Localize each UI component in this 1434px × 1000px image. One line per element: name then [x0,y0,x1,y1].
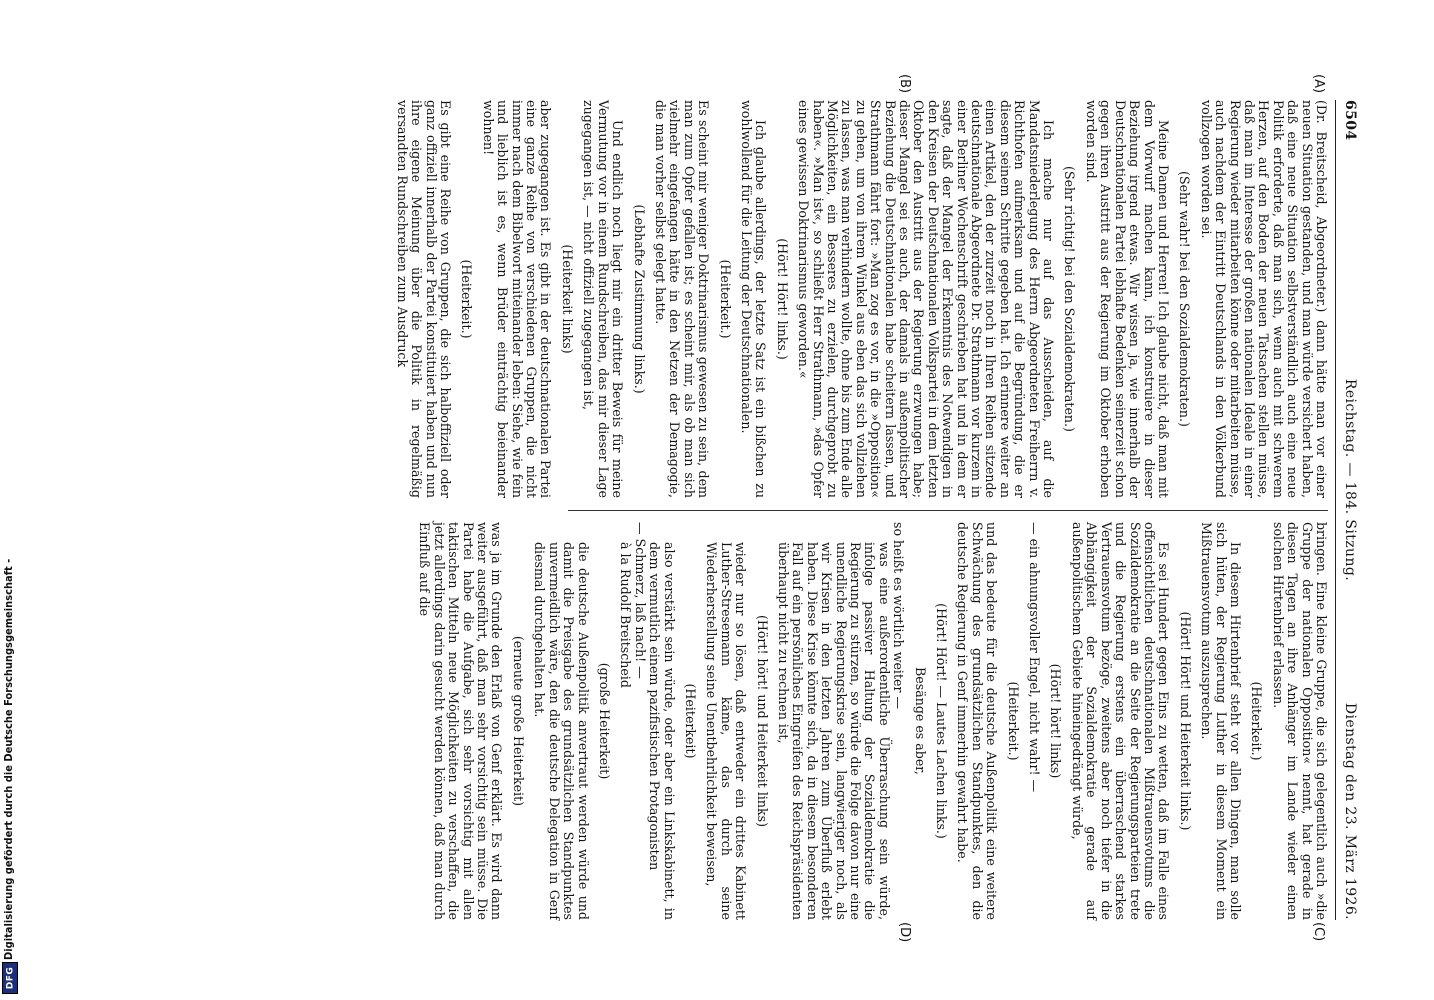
right-interjection-3: (Hört! hört! links) [1048,663,1064,779]
page-header [1336,100,1360,920]
right-interjection-8: (große Heiterkeit) [596,662,612,780]
right-paragraph-2: In diesem Hirtenbrief steht vor allen Dingen, man solle sich hüten, der Regierung Luther in diesem Moment ein Mißtrauensvotum auszusprechen. [1199,522,1243,920]
margin-marker-c: (C) [1311,922,1326,942]
right-interjection-7: (Heiterkeit) [682,683,698,759]
left-interjection-2: (Sehr richtig! bei den Sozialdemokraten.) [1062,166,1078,432]
right-paragraph-5: und das bedeute für die deutsche Außenpolitik eine weitere Schwächung des grundsätzlichen Standpunktes, den die deutsche Regierung in Genf immerhin gewahrt habe. [955,522,1000,920]
dfg-logo-text: DFG [5,966,16,990]
left-paragraph-4: Ich glaube allerdings, der letzte Satz ist ein bißchen zu wohlwollend für die Leitung der Deutschnationalen. [738,100,769,498]
right-paragraph-12: à la Rudolf Breitscheid [618,542,634,688]
digitization-credit-text: Digitalisierung gefördert durch die Deutsche Forschungsgemeinschaft - [2,558,15,960]
right-interjection-1: (Heiterkeit.) [1249,681,1265,761]
left-paragraph-6: Und endlich noch liegt mir ein dritter Beweis für meine Vermutung vor in einem Rundschreiben, das mir dieser Lage zugegangen ist, — nicht offiziell zugegangen ist, [581,100,626,498]
right-paragraph-10: also verstärkt sein würde, oder aber ein Linkskabinett, in dem vermutlich einem pazifistischen Protagonisten [647,542,677,920]
left-paragraph-2: Meine Damen und Herren! Ich glaube nicht, daß man mit dem Vorwurf machen kann, ich konstruiere in dieser Beziehung irgend etwas. Wir wissen ja, wie innerhalb der Deutschnationalen Partei lebhafte Bedenken seinerzeit schon gegen ihren Austritt aus der Regierung im Oktober erhoben worden sind. [1083,100,1171,498]
right-paragraph-13: die deutsche Außenpolitik anvertraut werden würde und damit die Preisgabe des grundsätzlichen Standpunktes unvermeidlich wäre, den die deutsche Delegation in Genf diesmal durchgehalten hat. [532,542,591,920]
left-interjection-7: (Heiterkeit.) [459,259,475,339]
left-column [394,100,1328,498]
left-interjection-1: (Sehr wahr! bei den Sozialdemokraten.) [1177,171,1193,427]
right-paragraph-11: — Schmerz, laß nach! — [632,522,648,679]
page-number: 6504 [1342,100,1358,141]
right-interjection-4: (Heiterkeit.) [1005,681,1021,761]
right-column [417,522,1328,920]
right-paragraph-14: was ja im Grunde den Erlaß von Genf erklärt. Es wird dann weiter ausgeführt, daß man sehr vorsichtig sein müsse. Die Partei habe die Aufgabe, sich sehr vorsichtig mit allen taktischen Mitteln neue Möglichkeiten zu verschaffen, die jetzt allerdings darin gesucht werden können, daß man durch Einfluß auf die [417,522,505,920]
left-paragraph-8: Es gibt eine Reihe von Gruppen, die sich halboffiziell oder ganz offiziell innerhalb der Partei konstituiert haben und nun ihre eigene Meinung über die Politik in regelmäßig versandten Rundschreiben zum Ausdruck [394,100,454,498]
right-paragraph-8: was eine außerordentliche Überraschung sein würde, infolge passiver Haltung der Sozialdemokratie die Regierung zu stürzen, so würde die Folge davon nur eine unendliche Regierungskrise sein, langwieriger noch, als wir Krisen in den letzten Jahren zum Überfluß erlebt haben. Diese Krise könnte sich, da in diesem besonderen Fall auf ein persönliches Eingreifen des Reichspräsidenten überhaupt nicht zu rechnen ist, [776,542,892,920]
session-title: Reichstag. — 184. Sitzung. [1342,378,1358,582]
left-interjection-5: (Lebhafte Zustimmung links.) [631,204,647,394]
session-date: Dienstag den 23. März 1926. [1342,702,1358,920]
margin-marker-b: (B) [897,74,912,94]
right-interjection-2: (Hört! Hört! und Heiterkeit links.) [1177,611,1193,831]
scanned-document-page [130,74,1360,943]
left-paragraph-5: Es scheint mir weniger Doktrinarismus gewesen zu sein, dem man zum Opfer gefallen ist; es scheint mir, als ob man sich vielmehr eingefangen hätte in den Netzen der Demagogie, die man vorher selbst gelegt hatte. [652,100,712,498]
column-separator [568,510,1328,511]
dfg-logo [2,962,18,994]
header-rule [1335,100,1336,920]
right-paragraph-7: so heißt es wörtlich weiter — [891,522,907,710]
right-paragraph-1: bringen. Eine kleine Gruppe, die sich gelegentlich auch »die Gruppe der nationalen Opposition« nennt, hat gerade in diesen Tagen an ihre Anhänger im Lande wieder einen solchen Hirtenbrief erlassen. [1270,522,1329,920]
left-interjection-6: (Heiterkeit links) [559,244,575,354]
left-paragraph-7: aber zugegangen ist. Es gibt in der deutschnationalen Partei eine ganze Reihe von verschiedenen Gruppen, die nicht immer nach dem Bibelwort miteinander leben: Siehe, wie fein und lieblich ist es, wenn Brüder einträchtig beieinander wohnen! [480,100,554,498]
left-interjection-3: (Hört! Hört! links.) [774,238,790,360]
margin-marker-a: (A) [1311,74,1326,94]
right-paragraph-3: Es sei Hundert gegen Eins zu wetten, daß im Falle eines offensichtlichen deutschnationalen Mißtrauensvotums die Sozialdemokratie an die Seite der Regierungsparteien trete und die Regierung erstens ein überraschend starkes Vertrauensvotum bezöge, zweitens aber noch tiefer in die Abhängigkeit der Sozialdemokratie gerade auf außenpolitischem Gebiete hineingedrängt würde, [1069,522,1172,920]
left-paragraph-3: Ich mache nur auf das Ausscheiden, auf die Mandatsniederlegung des Herrn Abgeordneten Freiherrn v. Richthofen aufmerksam und auf die Begründung, die er diesem seinem Schritte gegeben hat. Ich erinnere weiter an einen Artikel, den der zurzeit noch in Ihren Reihen sitzende deutschnationale Abgeordnete Dr. Strathmann vor kurzem in einer Berliner Wochenschrift geschrieben hat und in dem er sagte, daß der Mangel der Erkenntnis des Notwendigen in den Kreisen der Deutschnationalen Volkspartei in dem letzten Oktober den Austritt aus der Regierung erzwungen habe; dieser Mangel sei es auch, der damals in außenpolitischer Beziehung die Deutschnationalen habe scheitern lassen, und Strathmann fährt fort: »Man zog es vor, in die »Opposition« zu gehen, um von ihrem Winkel aus eben das sich vollziehen zu lassen, was man verhindern wollte, ohne bis zum Ende alle Möglichkeiten, ein Besseres zu erzielen, durchgeprobt zu haben«. »Man ist«, so schließt Herr Strathmann, »das Opfer eines gewissen Doktrinarismus geworden.« [796,100,1057,498]
left-interjection-4: (Heiterkeit.) [717,259,733,339]
right-paragraph-9: wieder nur so lösen, daß entweder ein drittes Kabinett Luther-Stresemann käme, das durch seine Wiederherstellung seine Unentbehrlichkeit beweisen, [704,542,749,920]
left-paragraph-1: (Dr. Breitscheid, Abgeordneter.) dann hätte man vor einer neuen Situation gestanden, und man würde versichert haben, daß eine neue Situation selbstverständlich auch eine neue Politik erforderte, daß man sich, wenn auch mit schwerem Herzen, auf den Boden der neuen Tatsachen stellen müsse, daß man im Interesse der großen nationalen Ideale in einer Regierung wieder mitarbeiten könne oder mitarbeiten müsse, auch nachdem der Eintritt Deutschlands in den Völkerbund vollzogen worden sei. [1198,100,1329,498]
right-paragraph-4: — ein ahnungsvoller Engel, nicht wahr! — [1027,522,1043,793]
right-interjection-5: (Hört! Hört! — Lautes Lachen links.) [934,603,950,839]
right-interjection-6: (Hört! hört! und Heiterkeit links) [754,614,770,828]
margin-marker-d: (D) [897,922,912,943]
right-interjection-9: (erneute große Heiterkeit) [510,635,526,807]
right-paragraph-6: Besänge es aber, [912,667,928,775]
digitization-credit-strip [0,0,18,1000]
